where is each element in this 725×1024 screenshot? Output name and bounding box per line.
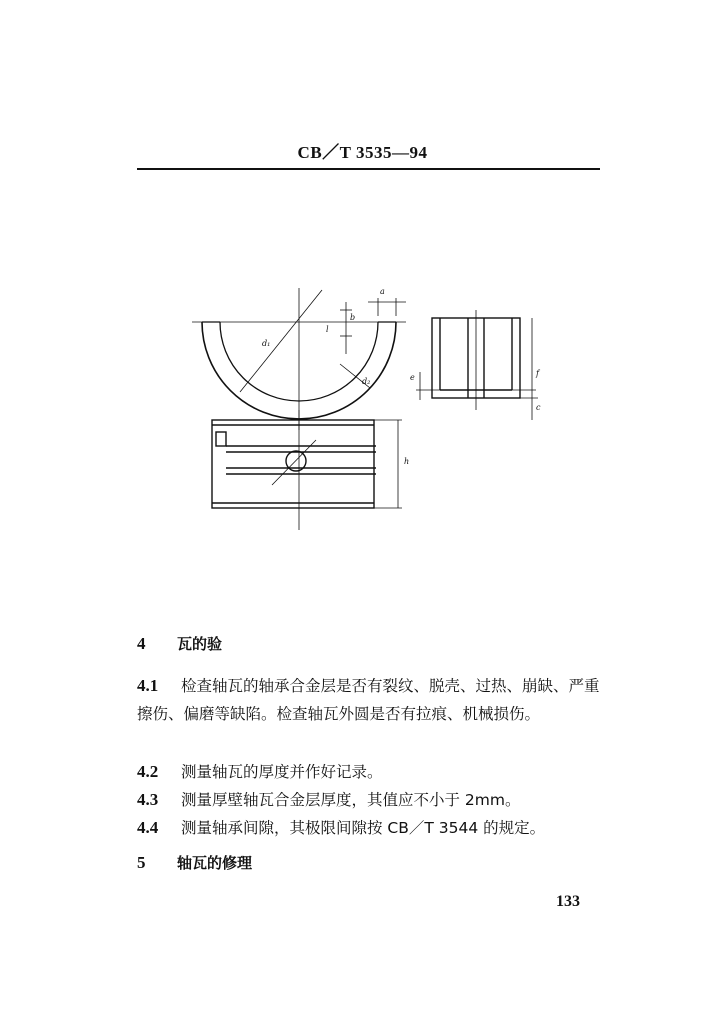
- item-number: 4.3: [137, 790, 159, 809]
- section-title: 轴瓦的修理: [177, 854, 253, 872]
- item-number: 4.4: [137, 818, 159, 837]
- header-divider: [137, 168, 600, 170]
- item-text: 测量轴瓦的厚度并作好记录。: [181, 763, 383, 781]
- section-number: 5: [137, 853, 146, 872]
- label-h: h: [404, 457, 410, 466]
- list-item: [137, 814, 602, 842]
- label-b: b: [350, 313, 356, 322]
- item-text: 测量轴承间隙，其极限间隙按 CB／T 3544 的规定。: [181, 819, 546, 837]
- label-e: e: [410, 373, 415, 382]
- section-number: 4: [137, 634, 146, 653]
- page-number: 133: [556, 893, 580, 910]
- label-a: a: [380, 287, 385, 296]
- item-text: 测量厚壁轴瓦合金层厚度，其值应不小于 2mm。: [181, 791, 521, 809]
- section-heading: [137, 852, 252, 873]
- label-d2: d₂: [362, 377, 371, 386]
- section-heading: [137, 633, 222, 654]
- list-item: [137, 758, 602, 786]
- label-l: l: [326, 325, 329, 334]
- label-f: f: [536, 369, 539, 378]
- list-item: [137, 786, 602, 814]
- bearing-shell-drawing: [180, 280, 560, 540]
- item-number: 4.1: [137, 676, 159, 695]
- item-number: 4.2: [137, 762, 159, 781]
- standard-code-header: CB／T 3535—94: [297, 143, 428, 162]
- item-text: 检查轴瓦的轴承合金层是否有裂纹、脱壳、过热、崩缺、严重擦伤、偏磨等缺陷。检查轴瓦外圆是否有拉痕、机械损伤。: [137, 677, 600, 723]
- label-c: c: [536, 403, 541, 412]
- section-title: 瓦的验: [177, 635, 223, 653]
- list-item: [137, 672, 602, 728]
- label-d1: d₁: [262, 339, 271, 348]
